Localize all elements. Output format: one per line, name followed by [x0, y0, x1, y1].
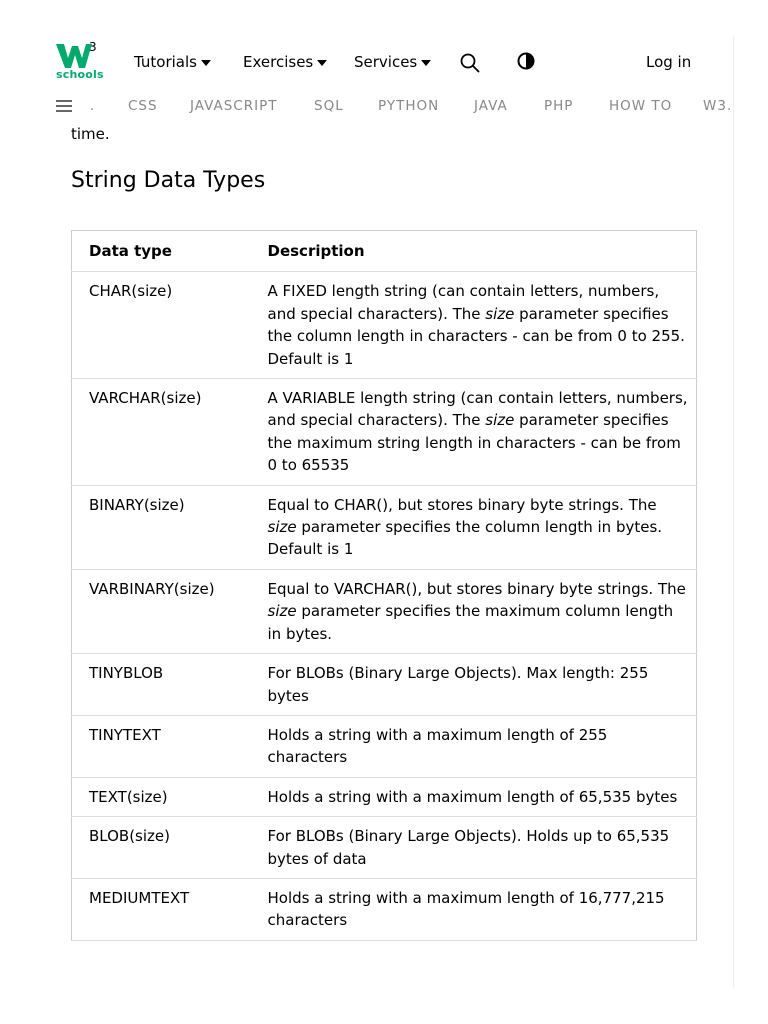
cell-description: Holds a string with a maximum length of 16,777,215 characters [251, 878, 697, 940]
hamburger-icon[interactable] [56, 100, 72, 113]
table-row [72, 878, 697, 940]
desc-text: Equal to VARCHAR(), but stores binary byte strings. The [267, 579, 686, 598]
search-icon[interactable] [459, 52, 481, 74]
cell-data-type: TINYTEXT [72, 715, 251, 777]
cell-data-type: MEDIUMTEXT [72, 878, 251, 940]
section-title: String Data Types [71, 168, 266, 193]
contrast-icon[interactable] [516, 52, 538, 74]
login-button[interactable]: Log in [646, 53, 692, 71]
header-description: Description [251, 231, 697, 272]
desc-text: parameter specifies the column length in characters - can be from 0 to 255. Default is 1 [267, 304, 685, 368]
subnav-item-java[interactable]: JAVA [474, 98, 508, 114]
exercises-menu-button[interactable] [243, 53, 327, 71]
logo-text: schools [56, 68, 104, 81]
desc-text: parameter specifies the maximum string length in characters - can be from 0 to 65535 [267, 411, 681, 475]
table-row [72, 715, 697, 777]
cell-description [251, 272, 697, 379]
table-row [72, 777, 697, 816]
services-menu-button[interactable] [354, 53, 431, 71]
string-data-types-table [71, 230, 697, 941]
cell-description [251, 379, 697, 486]
caret-down-icon [201, 60, 211, 66]
table-row [72, 654, 697, 716]
desc-text: A FIXED length string (can contain letters, numbers, and special characters). The [267, 282, 660, 323]
cell-data-type: VARCHAR(size) [72, 379, 251, 486]
subnav-item-howto[interactable]: HOW TO [609, 98, 673, 114]
cell-data-type: BINARY(size) [72, 485, 251, 569]
cell-data-type: TEXT(size) [72, 777, 251, 816]
desc-text: parameter specifies the column length in bytes. Default is 1 [267, 518, 663, 559]
svg-text:3: 3 [89, 40, 97, 54]
exercises-label: Exercises [243, 53, 314, 71]
cell-description: Holds a string with a maximum length of 255 characters [251, 715, 697, 777]
desc-text: parameter specifies the maximum column length in bytes. [267, 602, 674, 643]
w3-logo-mark-icon [56, 40, 100, 70]
tutorials-menu-button[interactable] [134, 53, 211, 71]
table-row [72, 379, 697, 486]
top-navbar [0, 0, 734, 92]
tutorials-label: Tutorials [134, 53, 197, 71]
table-row [72, 272, 697, 379]
header-data-type: Data type [72, 231, 251, 272]
subnav-item-php[interactable]: PHP [544, 98, 574, 114]
caret-down-icon [317, 60, 327, 66]
table-header-row [72, 231, 697, 272]
cell-description [251, 485, 697, 569]
subnav-item-css[interactable]: CSS [128, 98, 158, 114]
subnav-item-hidden[interactable]: . [90, 98, 96, 114]
subnav-item-javascript[interactable]: JAVASCRIPT [190, 98, 278, 114]
desc-text: Equal to CHAR(), but stores binary byte strings. The [267, 495, 657, 514]
desc-emphasis: size [485, 411, 515, 430]
cell-description: Holds a string with a maximum length of 65,535 bytes [251, 777, 697, 816]
w3schools-logo[interactable] [56, 40, 104, 82]
page-right-border [733, 36, 734, 988]
table-row [72, 817, 697, 879]
cell-data-type: VARBINARY(size) [72, 569, 251, 653]
cell-data-type: BLOB(size) [72, 817, 251, 879]
cell-description [251, 569, 697, 653]
table-row [72, 485, 697, 569]
desc-text: A VARIABLE length string (can contain letters, numbers, and special characters). The [267, 389, 688, 430]
subnav-item-python[interactable]: PYTHON [378, 98, 440, 114]
caret-down-icon [421, 60, 431, 66]
cell-data-type: TINYBLOB [72, 654, 251, 716]
table-row [72, 569, 697, 653]
cell-description: For BLOBs (Binary Large Objects). Holds up to 65,535 bytes of data [251, 817, 697, 879]
subnav-item-sql[interactable]: SQL [314, 98, 344, 114]
desc-emphasis: size [267, 518, 297, 537]
subnav-item-w3[interactable]: W3. [703, 98, 733, 114]
topics-subnav [0, 92, 734, 122]
cell-description: For BLOBs (Binary Large Objects). Max length: 255 bytes [251, 654, 697, 716]
desc-emphasis: size [485, 304, 515, 323]
previous-paragraph-tail: time. [71, 125, 110, 143]
cell-data-type: CHAR(size) [72, 272, 251, 379]
services-label: Services [354, 53, 418, 71]
desc-emphasis: size [267, 602, 297, 621]
